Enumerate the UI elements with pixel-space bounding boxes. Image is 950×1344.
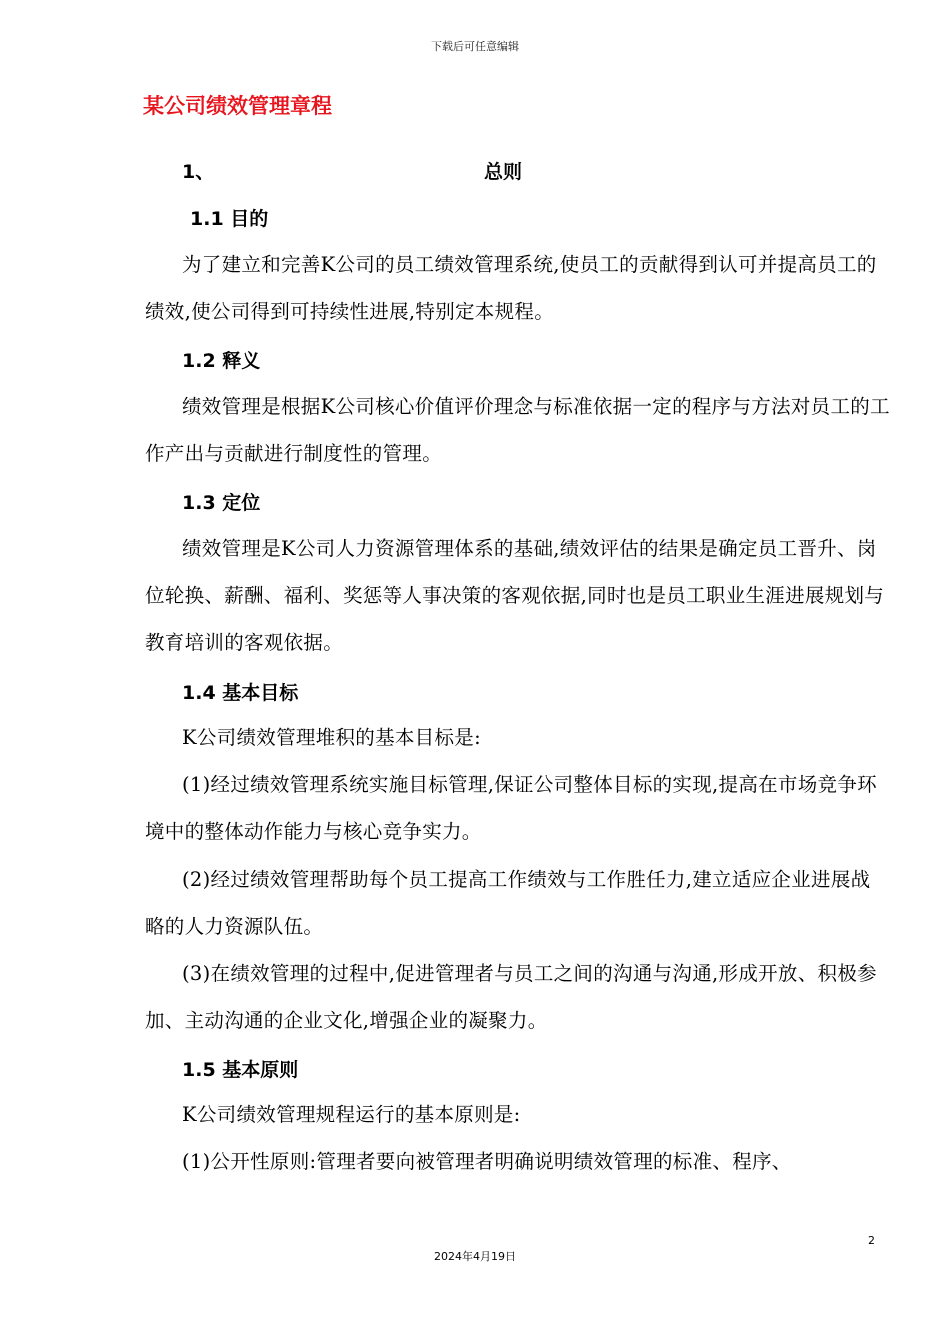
document-title: 某公司绩效管理章程 — [143, 94, 332, 118]
paragraph-1-4-item-3: (3)在绩效管理的过程中,促进管理者与员工之间的沟通与沟通,形成开放、积极参加、主动沟通的企业文化,增强企业的凝聚力。 — [145, 962, 877, 1032]
paragraph-1-5-item-1: (1)公开性原则:管理者要向被管理者明确说明绩效管理的标准、程序、 — [182, 1150, 792, 1173]
paragraph-1-3: 绩效管理是K公司人力资源管理体系的基础,绩效评估的结果是确定员工晋升、岗位轮换、薪酬、福利、奖惩等人事决策的客观依据,同时也是员工职业生涯进展规划与教育培训的客观依据。 — [145, 537, 885, 654]
subsection-heading-1-3: 1.3 定位 — [182, 492, 261, 514]
page-number: 2 — [868, 1234, 875, 1247]
page-footer-date: 2024年4月19日 — [434, 1250, 516, 1263]
subsection-heading-1-5: 1.5 基本原则 — [182, 1059, 299, 1081]
paragraph-1-5-intro: K公司绩效管理规程运行的基本原则是: — [182, 1103, 521, 1126]
paragraph-1-1: 为了建立和完善K公司的员工绩效管理系统,使员工的贡献得到认可并提高员工的绩效,使公司得到可持续性进展,特别定本规程。 — [145, 253, 877, 323]
page-header: 下载后可任意编辑 — [431, 40, 519, 53]
subsection-heading-1-1: 1.1 目的 — [190, 208, 269, 230]
paragraph-1-4-intro: K公司绩效管理堆积的基本目标是: — [182, 726, 481, 749]
section-title: 总则 — [484, 161, 523, 183]
paragraph-1-4-item-1: (1)经过绩效管理系统实施目标管理,保证公司整体目标的实现,提高在市场竞争环境中的整体动作能力与核心竞争实力。 — [145, 773, 877, 843]
paragraph-1-2: 绩效管理是根据K公司核心价值评价理念与标准依据一定的程序与方法对员工的工作产出与贡献进行制度性的管理。 — [145, 395, 890, 465]
subsection-heading-1-2: 1.2 释义 — [182, 350, 261, 372]
paragraph-1-4-item-2: (2)经过绩效管理帮助每个员工提高工作绩效与工作胜任力,建立适应企业进展战略的人力资源队伍。 — [145, 868, 871, 938]
section-heading — [182, 157, 822, 185]
subsection-heading-1-4: 1.4 基本目标 — [182, 682, 299, 704]
section-number: 1、 — [182, 161, 215, 183]
